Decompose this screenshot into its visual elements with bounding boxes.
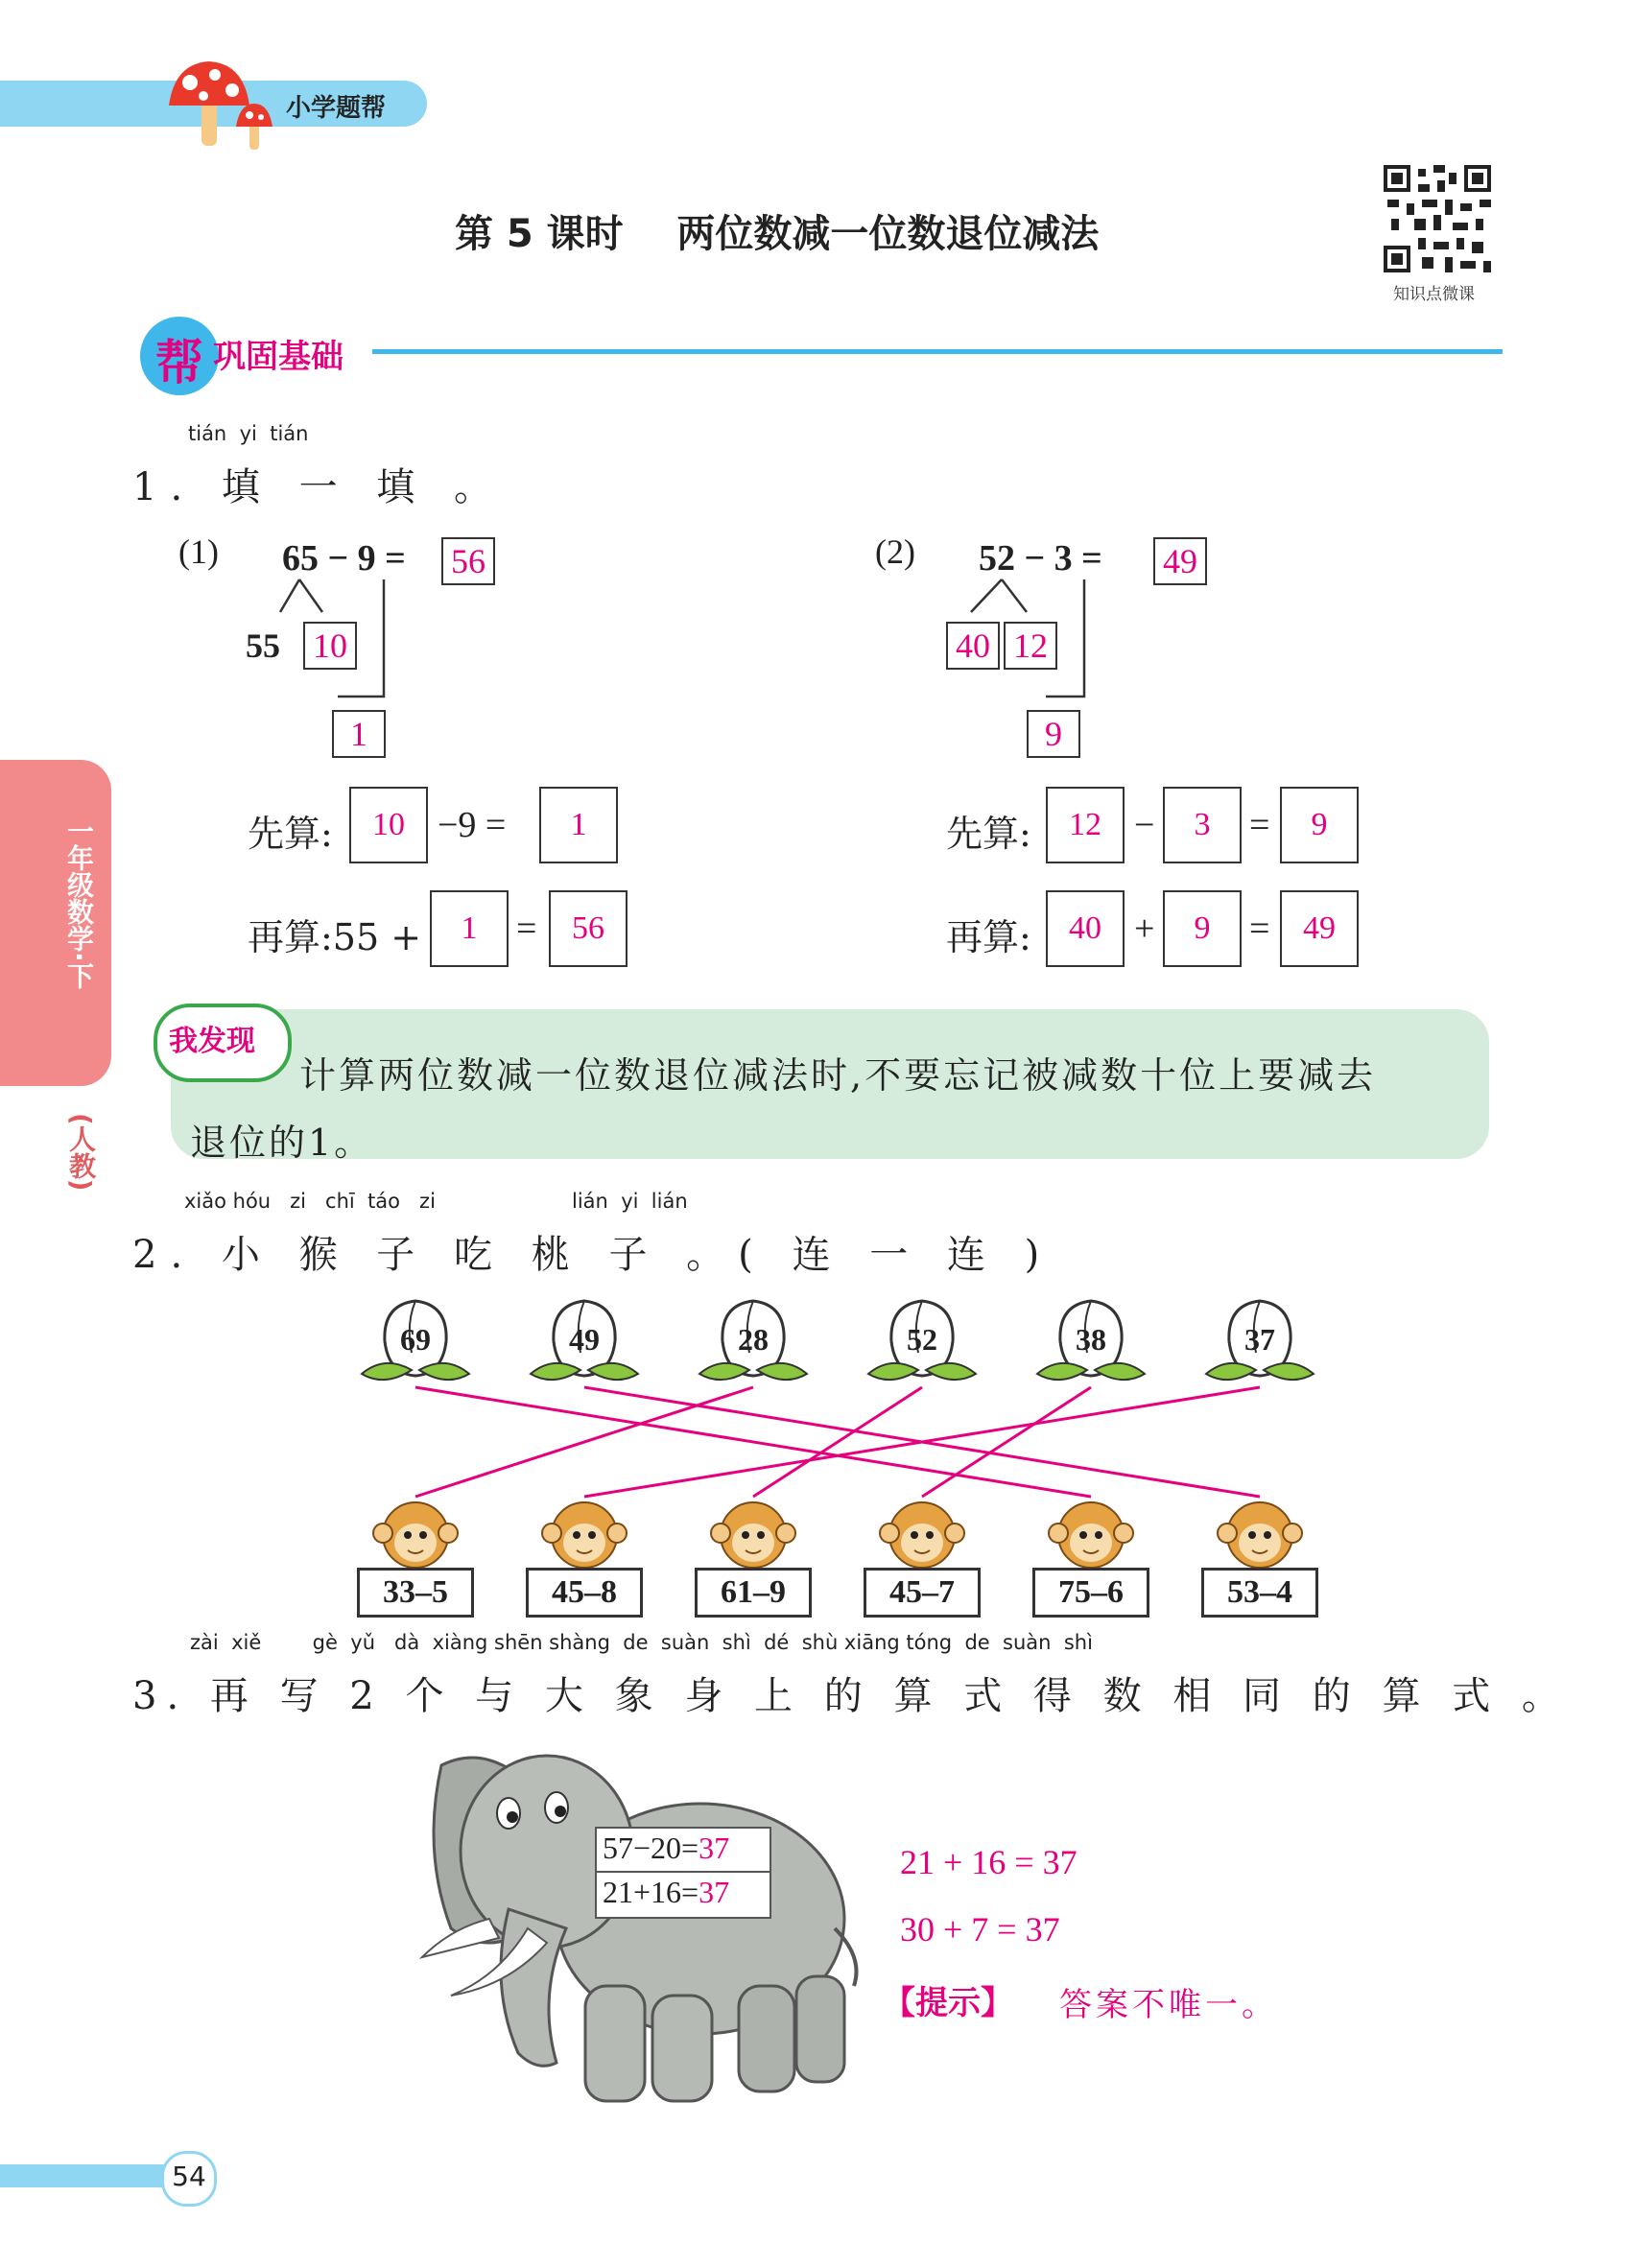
q1-pinyin: tián yi tián [188, 422, 309, 445]
q1-p1-first-res[interactable]: 1 [539, 787, 618, 863]
q1-p2-first-op: − [1134, 805, 1155, 845]
q1-p1-first-a[interactable]: 10 [349, 787, 428, 863]
match-line [415, 1387, 1091, 1497]
section-badge: 帮 [155, 335, 203, 390]
q1-p2-first-b[interactable]: 3 [1163, 787, 1242, 863]
q1-p1-first-op: −9 = [438, 805, 507, 845]
side-tab-grade: 一年级数学·下 [63, 817, 95, 989]
q1-p1-then-res[interactable]: 56 [549, 890, 628, 967]
monkey-icon [369, 1497, 462, 1573]
peach-number[interactable]: 49 [569, 1322, 600, 1357]
q1-p1-sub-box[interactable]: 1 [332, 710, 386, 758]
section-label: 巩固基础 [213, 338, 343, 376]
elephant-sign-divider [595, 1871, 770, 1873]
q1-p2-then-b[interactable]: 9 [1163, 890, 1242, 967]
qr-code-icon [1384, 165, 1491, 272]
q1-p2-expr: 52 − 3 = [979, 538, 1102, 579]
q1-p2-split-a[interactable]: 40 [946, 622, 1000, 670]
q3-hint-text: 答案不唯一。 [1059, 1986, 1278, 2024]
q1-p1-then-b[interactable]: 1 [430, 890, 509, 967]
monkey-icon [538, 1497, 630, 1573]
monkey-expression[interactable]: 45–7 [864, 1568, 981, 1618]
monkey-expression[interactable]: 61–9 [695, 1568, 812, 1618]
monkey-expression[interactable]: 53–4 [1201, 1568, 1318, 1618]
q1-p2-first-a[interactable]: 12 [1046, 787, 1125, 863]
section-divider [372, 349, 1503, 354]
q2-pinyin-a: xiǎo hóu zi chī táo zi [184, 1190, 436, 1213]
q3-hint-label: 【提示】 [883, 1984, 1013, 2022]
q1-text: 1. 填 一 填 。 [132, 465, 507, 509]
monkey-icon [876, 1497, 968, 1573]
q3-answer2[interactable]: 30 + 7 = 37 [900, 1910, 1060, 1949]
elephant-eq1 [603, 1831, 729, 1866]
qr-caption: 知识点微课 [1393, 285, 1475, 304]
q1-p1-then-label: 再算:55 + [248, 916, 422, 958]
match-line [415, 1387, 753, 1497]
q1-p1-split-left: 55 [246, 626, 280, 665]
q2-text: 2. 小 猴 子 吃 桃 子 。( 连 一 连 ) [132, 1233, 1054, 1277]
q1-p1-first-label: 先算: [248, 813, 333, 855]
q1-p2-label: (2) [875, 532, 915, 571]
elephant-eq2-prefix: 21+16= [603, 1875, 699, 1909]
q3-pinyin: zài xiě gè yǔ dà xiàng shēn shàng de suàn shì dé shù xiāng tóng de suàn shì [190, 1631, 1093, 1654]
q1-p1-then-eq: = [516, 909, 537, 949]
q1-p2-answer[interactable]: 49 [1153, 537, 1207, 585]
q1-p2-then-eq: = [1249, 909, 1270, 949]
brand-text: 小学题帮 [286, 94, 387, 123]
q2-pinyin-b: lián yi lián [572, 1190, 688, 1213]
side-tab-edition: (人教) [65, 1113, 97, 1192]
q3-text: 3. 再 写 2 个 与 大 象 身 上 的 算 式 得 数 相 同 的 算 式 。 [132, 1674, 1570, 1718]
discovery-line1: 计算两位数减一位数退位减法时,不要忘记被减数十位上要减去 [299, 1054, 1377, 1097]
q3-answer1[interactable]: 21 + 16 = 37 [900, 1843, 1077, 1881]
q1-p2-first-res[interactable]: 9 [1280, 787, 1359, 863]
elephant-illustration [413, 1736, 873, 2120]
q1-p2-then-label: 再算: [946, 916, 1031, 958]
match-line [584, 1387, 1260, 1497]
monkey-expression[interactable]: 75–6 [1032, 1568, 1149, 1618]
monkey-icon [1214, 1497, 1306, 1573]
monkey-icon [707, 1497, 799, 1573]
page-title: 第 5 课时 两位数减一位数退位减法 [455, 212, 1100, 256]
peach-number[interactable]: 28 [738, 1322, 769, 1357]
mushroom-logo-icon [161, 56, 281, 152]
match-line [753, 1387, 922, 1497]
match-line [584, 1387, 1260, 1497]
monkey-expression[interactable]: 45–8 [526, 1568, 643, 1618]
peach-number[interactable]: 37 [1244, 1322, 1275, 1357]
q1-p2-then-op: + [1134, 909, 1155, 949]
elephant-eq1-ans: 37 [699, 1831, 730, 1865]
q1-p2-then-a[interactable]: 40 [1046, 890, 1125, 967]
q1-p2-then-res[interactable]: 49 [1280, 890, 1359, 967]
monkey-expression[interactable]: 33–5 [357, 1568, 474, 1618]
elephant-eq2 [603, 1875, 729, 1910]
monkey-icon [1045, 1497, 1137, 1573]
peach-number[interactable]: 38 [1076, 1322, 1106, 1357]
elephant-eq1-prefix: 57−20= [603, 1831, 699, 1865]
q1-p2-first-label: 先算: [946, 813, 1031, 855]
q1-p1-expr: 65 − 9 = [282, 538, 406, 579]
q1-p2-split-b[interactable]: 12 [1004, 622, 1057, 670]
peach-number[interactable]: 69 [400, 1322, 431, 1357]
peach-number[interactable]: 52 [907, 1322, 937, 1357]
discovery-line2: 退位的1。 [190, 1122, 374, 1164]
q1-p1-label: (1) [178, 532, 219, 571]
match-line [922, 1387, 1091, 1497]
elephant-eq2-ans: 37 [699, 1875, 730, 1909]
discovery-badge: 我发现 [169, 1025, 255, 1058]
q1-p1-split-box[interactable]: 10 [303, 622, 357, 670]
page-number: 54 [172, 2161, 206, 2192]
q1-p1-answer[interactable]: 56 [441, 537, 495, 585]
q1-p2-sub-box[interactable]: 9 [1027, 710, 1080, 758]
q1-p2-first-eq: = [1249, 805, 1270, 845]
